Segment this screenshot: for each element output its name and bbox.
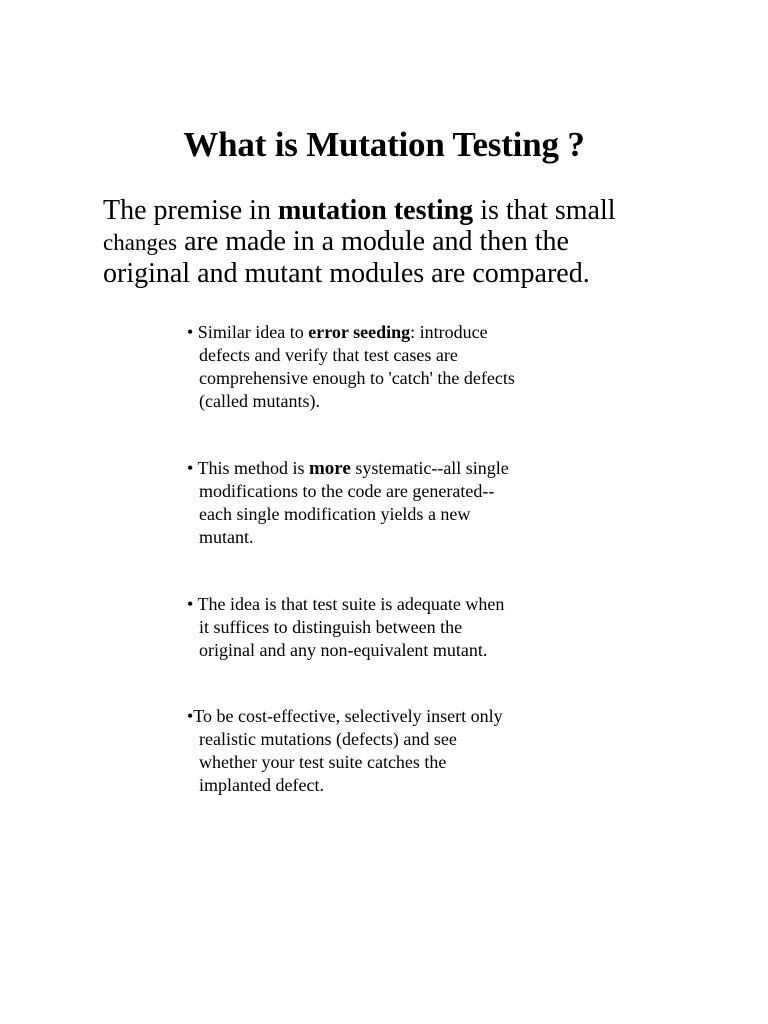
intro-line-1 (103, 195, 723, 226)
bullet-2-bold-term: more (308, 458, 351, 479)
bullet-4-line-4: implanted defect. (199, 775, 324, 795)
bullet-4-line-2: realistic mutations (defects) and see (199, 729, 457, 749)
intro-line-2-small: changes (103, 230, 178, 255)
bullet-item-4 (187, 705, 607, 797)
bullet-item-1 (187, 321, 607, 413)
bullet-item-2 (187, 457, 607, 549)
intro-line-1-post: is that small (473, 195, 616, 226)
bullet-4-line-3: whether your test suite catches the (199, 752, 447, 772)
bullet-1-line-3: comprehensive enough to 'catch' the defects (199, 368, 515, 388)
bullet-4-line-1: •To be cost-effective, selectively insert only (187, 706, 503, 726)
intro-line-3: original and mutant modules are compared. (103, 258, 590, 289)
bullet-item-3 (187, 593, 607, 662)
bullet-3-line-1: • The idea is that test suite is adequate when (187, 594, 505, 614)
intro-paragraph (103, 195, 723, 289)
bullet-1-bold-term: error seeding (308, 322, 411, 342)
bullet-2-line-2: modifications to the code are generated-- (199, 481, 495, 501)
bullet-3-line-2: it suffices to distinguish between the (199, 617, 463, 637)
intro-bold-term: mutation testing (277, 195, 474, 226)
intro-line-1-pre: The premise in (103, 195, 278, 226)
bullet-1-line-2: defects and verify that test cases are (199, 345, 458, 365)
bullet-2-line-4: mutant. (199, 527, 254, 547)
bullet-2-post: systematic--all single (350, 458, 509, 478)
bullet-1-line-4: (called mutants). (199, 391, 320, 411)
bullet-3-line-3: original and any non-equivalent mutant. (199, 640, 488, 660)
page-title: What is Mutation Testing ? (183, 125, 585, 164)
bullet-2-line-3: each single modification yields a new (199, 504, 471, 524)
bullet-2-line-1 (187, 457, 607, 480)
intro-line-2 (103, 226, 723, 258)
bullet-1-post: : introduce (410, 322, 488, 342)
intro-line-2-rest: are made in a module and then the (177, 226, 569, 257)
bullet-2-pre: • This method is (187, 458, 309, 478)
bullet-1-line-1 (187, 321, 607, 344)
bullet-1-pre: • Similar idea to (187, 322, 309, 342)
